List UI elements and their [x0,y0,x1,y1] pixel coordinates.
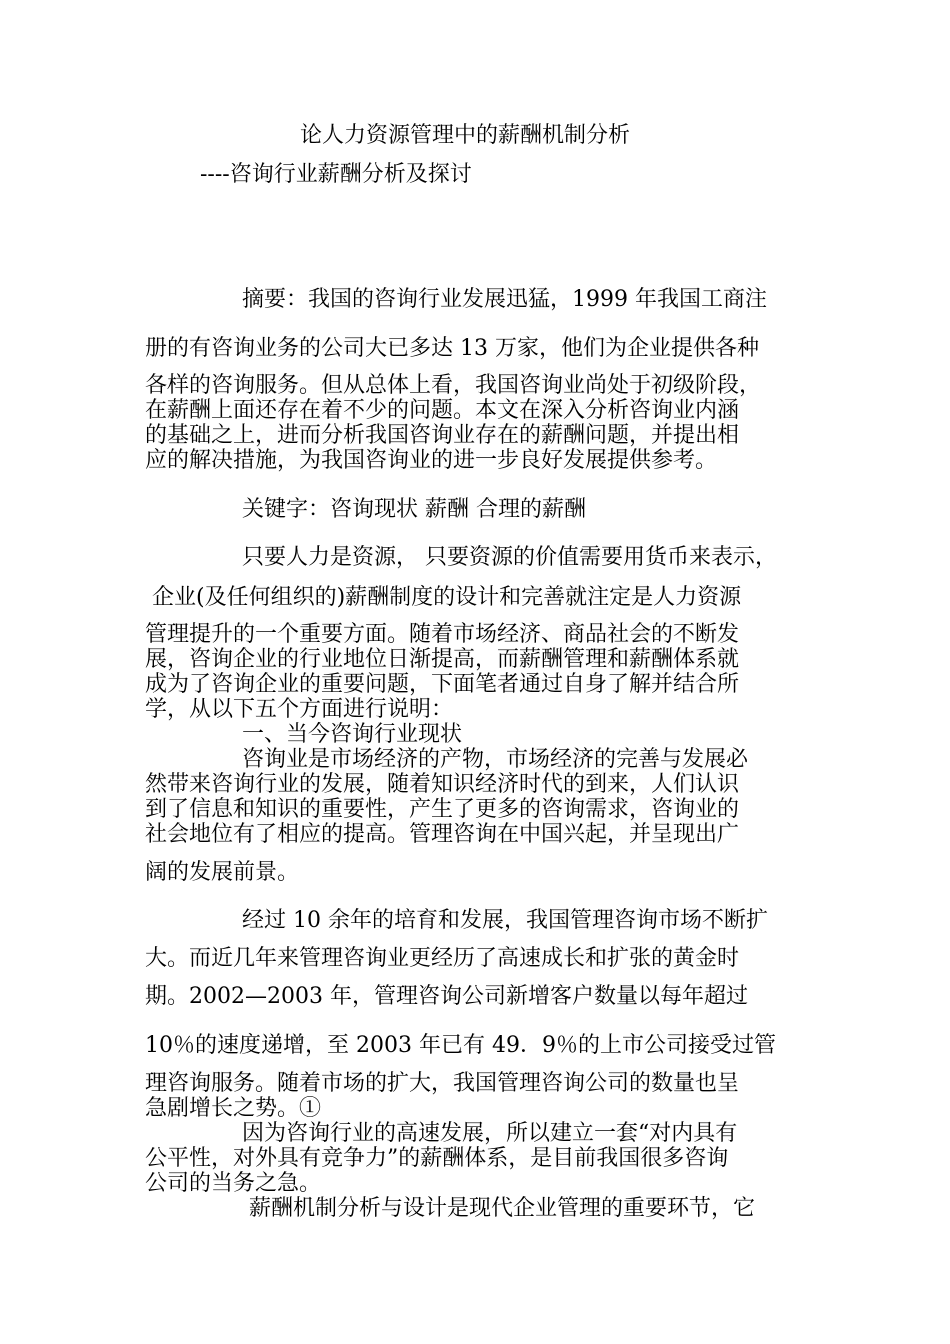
paragraph-line: 阔的发展前景。 [145,860,300,885]
intro-line: 管理提升的一个重要方面。随着市场经济、商品社会的不断发 [145,622,740,647]
section-heading: 一、当今咨询行业现状 [242,722,463,747]
paragraph-line: 大。而近几年来管理咨询业更经历了高速成长和扩张的黄金时 [145,946,740,971]
abstract-line: 各样的咨询服务。但从总体上看，我国咨询业尚处于初级阶段， [145,373,762,398]
paragraph-line: 因为咨询行业的高速发展，所以建立一套“对内具有 [242,1121,738,1146]
abstract-line: 摘要：我国的咨询行业发展迅猛，1999 年我国工商注 [242,287,767,312]
paragraph-line: 公平性，对外具有竞争力”的薪酬体系，是目前我国很多咨询 [145,1146,729,1171]
paragraph-line: 薪酬机制分析与设计是现代企业管理的重要环节，它 [242,1196,755,1221]
intro-line: 成为了咨询企业的重要问题，下面笔者通过自身了解并结合所 [145,672,740,697]
paragraph-line: 急剧增长之势。① [145,1096,322,1121]
paragraph-line: 经过 10 余年的培育和发展，我国管理咨询市场不断扩 [242,908,768,933]
paragraph-line: 社会地位有了相应的提高。管理咨询在中国兴起，并呈现出广 [145,822,740,847]
paragraph-line: 然带来咨询行业的发展，随着知识经济时代的到来，人们认识 [145,772,740,797]
document-subtitle: ----咨询行业薪酬分析及探讨 [200,162,472,187]
intro-line: 企业(及任何组织的)薪酬制度的设计和完善就注定是人力资源 [145,585,742,610]
abstract-line: 应的解决措施，为我国咨询业的进一步良好发展提供参考。 [145,448,718,473]
abstract-line: 的基础之上，进而分析我国咨询业存在的薪酬问题，并提出相 [145,423,740,448]
paragraph-line: 期。2002—2003 年，管理咨询公司新增客户数量以每年超过 [145,984,748,1009]
paragraph-line: 到了信息和知识的重要性，产生了更多的咨询需求，咨询业的 [145,797,740,822]
intro-line: 学，从以下五个方面进行说明： [145,697,454,722]
paragraph-line: 理咨询服务。随着市场的扩大，我国管理咨询公司的数量也呈 [145,1071,740,1096]
paragraph-line: 公司的当务之急。 [145,1171,322,1196]
keywords: 关键字：咨询现状 薪酬 合理的薪酬 [242,497,586,522]
document-title: 论人力资源管理中的薪酬机制分析 [300,123,631,148]
abstract-line: 册的有咨询业务的公司大已多达 13 万家，他们为企业提供各种 [145,336,759,361]
intro-line: 只要人力是资源， 只要资源的价值需要用货币来表示， [242,545,777,570]
paragraph-line: 10％的速度递增，至 2003 年已有 49．9％的上市公司接受过管 [145,1033,776,1058]
intro-line: 展，咨询企业的行业地位日渐提高，而薪酬管理和薪酬体系就 [145,647,740,672]
abstract-line: 在薪酬上面还存在着不少的问题。本文在深入分析咨询业内涵 [145,398,740,423]
paragraph-line: 咨询业是市场经济的产物，市场经济的完善与发展必 [242,747,749,772]
